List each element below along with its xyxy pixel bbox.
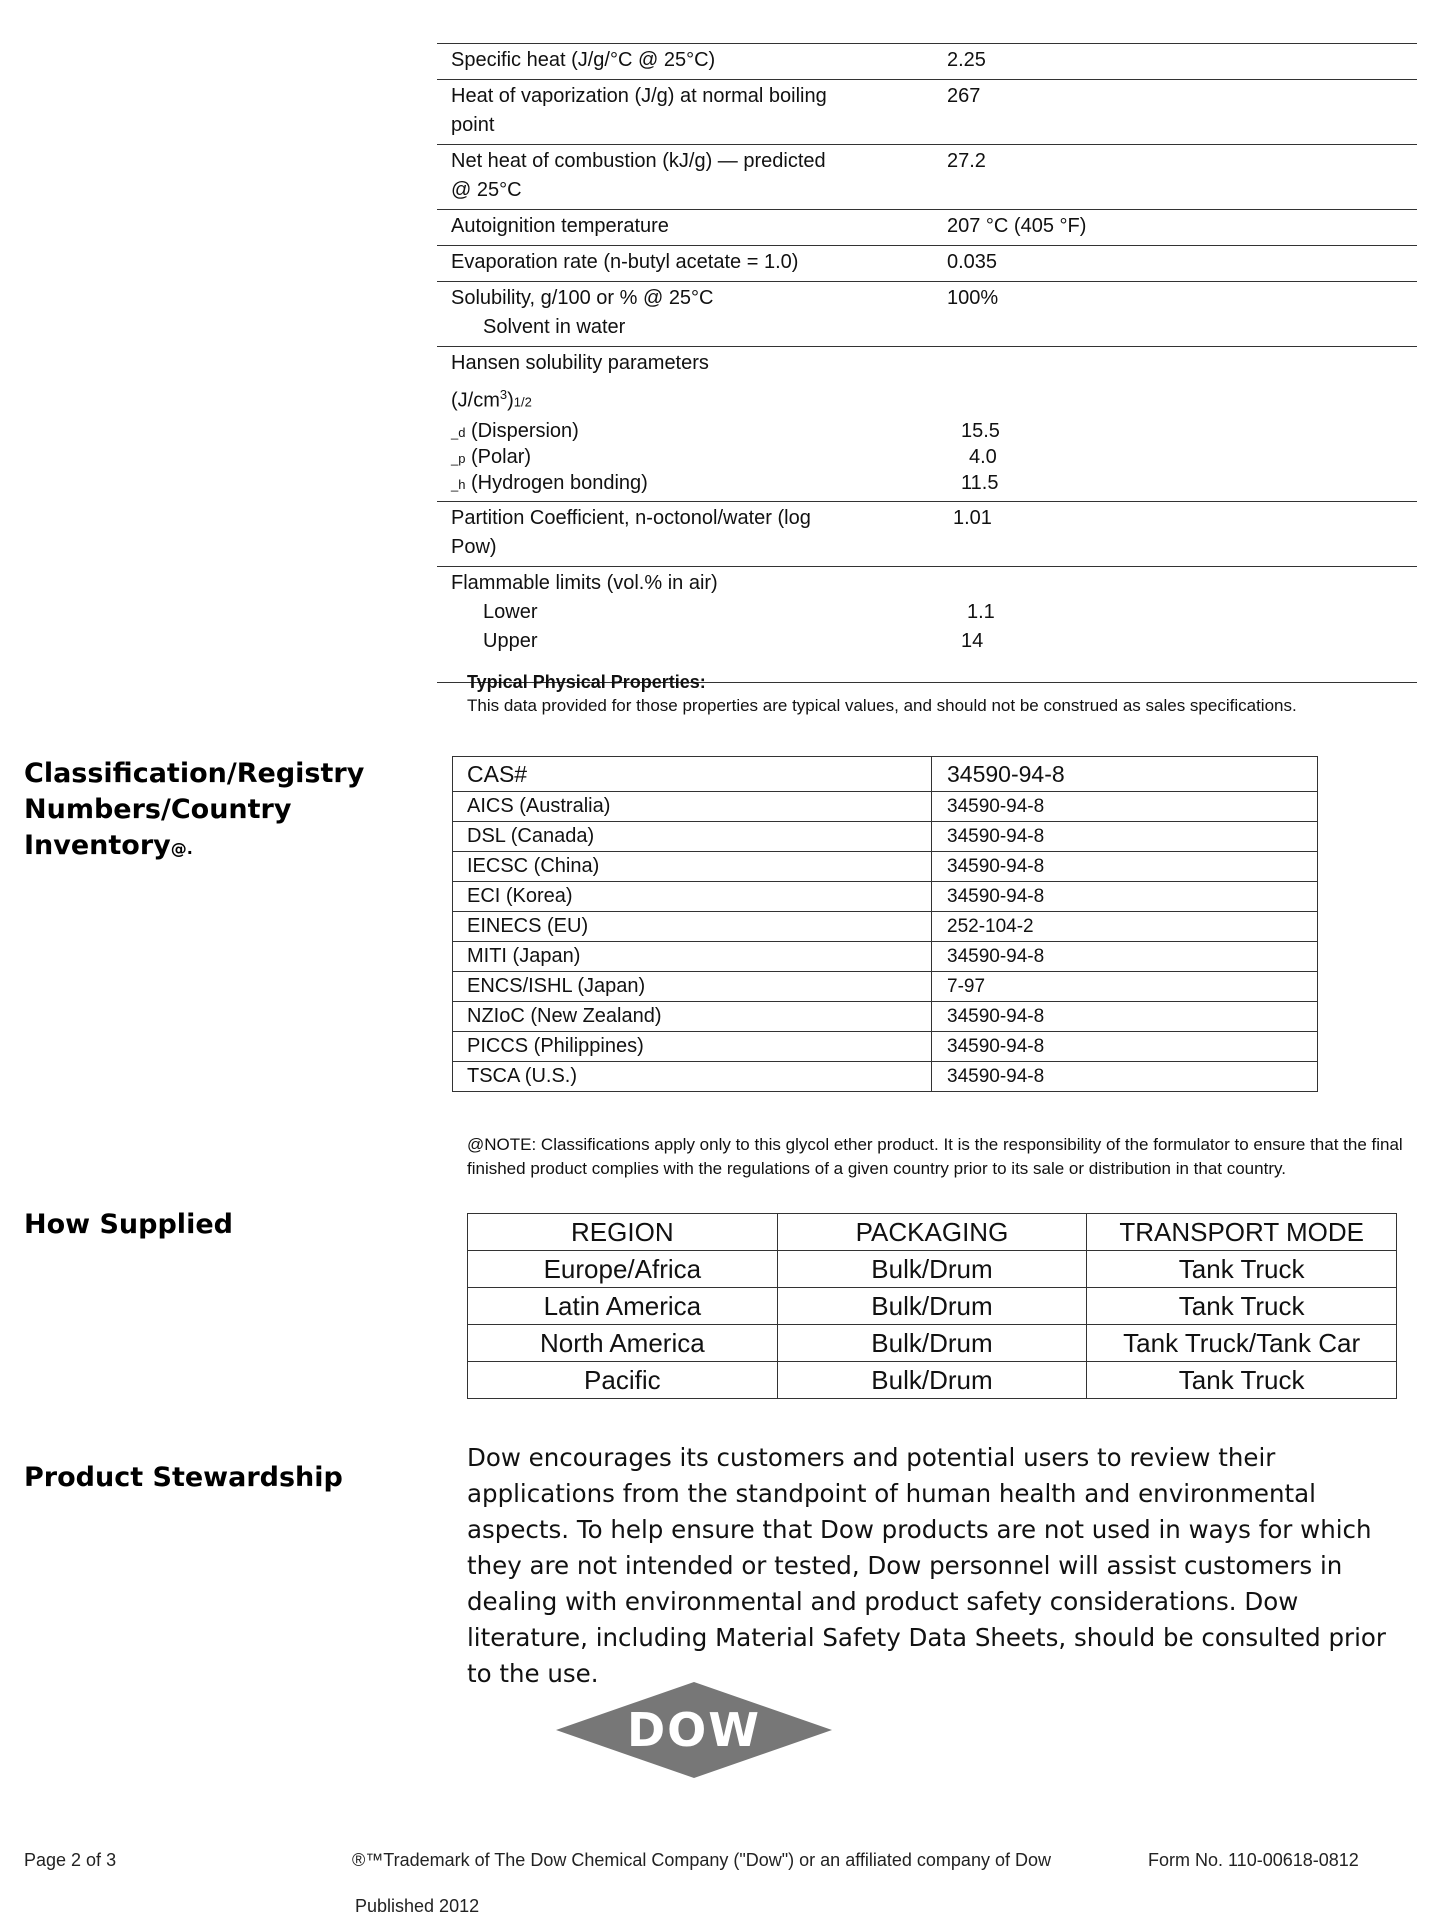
- typical-properties-note: [467, 670, 1367, 718]
- registry-name: PICCS (Philippines): [453, 1032, 932, 1062]
- classification-line3-wrap: [24, 828, 364, 867]
- hansen-value: 11.5: [961, 471, 999, 494]
- classification-line3: Inventory: [24, 830, 171, 861]
- prop-value: 267: [947, 85, 981, 107]
- registry-name: DSL (Canada): [453, 822, 932, 852]
- flammable-upper-label: Upper: [483, 629, 538, 652]
- prop-value: 0.035: [947, 251, 998, 273]
- flammable-lower: [451, 598, 1417, 627]
- registry-row: [453, 792, 1318, 822]
- prop-value: 100%: [947, 287, 999, 309]
- prop-label: Evaporation rate (n-butyl acetate = 1.0): [451, 251, 799, 273]
- hansen-label: (Dispersion): [465, 419, 579, 442]
- supply-transport-mode: Tank Truck: [1087, 1251, 1397, 1288]
- classification-mark: @.: [170, 839, 193, 858]
- registry-number: 34590-94-8: [932, 1032, 1318, 1062]
- classification-line1: Classification/Registry: [24, 758, 365, 789]
- prop-label: Hansen solubility parameters: [451, 352, 709, 374]
- supply-transport-mode: Tank Truck: [1087, 1288, 1397, 1325]
- prop-value: 2.25: [947, 49, 986, 71]
- supply-row: [468, 1362, 1397, 1399]
- registry-number: 34590-94-8: [932, 942, 1318, 972]
- supply-packaging: Bulk/Drum: [777, 1251, 1087, 1288]
- prop-row-net-heat-combustion: [437, 144, 1417, 209]
- registry-number: 7-97: [932, 972, 1318, 1002]
- product-stewardship-heading: Product Stewardship: [24, 1462, 343, 1493]
- supply-transport-mode: Tank Truck: [1087, 1362, 1397, 1399]
- hansen-item-hydrogen: [451, 471, 1417, 497]
- registry-row: [453, 972, 1318, 1002]
- hansen-prefix: _h: [451, 476, 466, 492]
- registry-number: 34590-94-8: [932, 852, 1318, 882]
- registry-number: 34590-94-8: [932, 822, 1318, 852]
- prop-label: Heat of vaporization (J/g) at normal boiling point: [451, 85, 827, 136]
- supply-packaging: Bulk/Drum: [777, 1325, 1087, 1362]
- supply-packaging: Bulk/Drum: [777, 1288, 1087, 1325]
- registry-row: [453, 852, 1318, 882]
- footer-published: Published 2012: [355, 1896, 480, 1916]
- prop-label: Autoignition temperature: [451, 215, 669, 237]
- prop-value: 27.2: [947, 150, 986, 172]
- footer-page-number: Page 2 of 3: [24, 1850, 117, 1870]
- prop-sub-label: Solvent in water: [483, 316, 626, 338]
- prop-sub-row: [451, 313, 1417, 342]
- footer-trademark: ®™Trademark of The Dow Chemical Company ("Dow") or an affiliated company of Dow: [352, 1850, 1051, 1870]
- prop-row-solubility: [437, 281, 1417, 346]
- supply-region: Pacific: [468, 1362, 778, 1399]
- classification-line2: Numbers/Country: [24, 794, 292, 825]
- supply-row: [468, 1251, 1397, 1288]
- supply-row: [468, 1288, 1397, 1325]
- typical-heading: Typical Physical Properties:: [467, 672, 706, 692]
- registry-name: TSCA (U.S.): [453, 1062, 932, 1092]
- hansen-value: 4.0: [969, 445, 997, 468]
- flammable-upper: [451, 627, 1417, 656]
- prop-row-specific-heat: [437, 43, 1417, 79]
- unit-a: (J/cm: [451, 389, 500, 412]
- classification-heading: [24, 756, 364, 867]
- registry-row: [453, 1032, 1318, 1062]
- logo-registered-mark: ®: [772, 1752, 786, 1768]
- hansen-value: 15.5: [961, 419, 1000, 442]
- prop-row-evaporation: [437, 245, 1417, 281]
- supply-row: [468, 1325, 1397, 1362]
- hansen-label: (Hydrogen bonding): [465, 471, 648, 494]
- registry-table: [452, 756, 1318, 1092]
- prop-row-autoignition: [437, 209, 1417, 245]
- registry-row: [453, 757, 1318, 792]
- typical-body: This data provided for those properties are typical values, and should not be construed as sales specifications.: [467, 696, 1297, 715]
- unit-sup: 3: [499, 387, 508, 402]
- supply-transport-mode: Tank Truck/Tank Car: [1087, 1325, 1397, 1362]
- classification-note: @NOTE: Classifications apply only to this glycol ether product. It is the responsibility of the formulator to ensure that the final finished product complies with the regulations of a given country prior to its sale or distribution in that country.: [467, 1135, 1403, 1178]
- registry-number: 34590-94-8: [932, 882, 1318, 912]
- prop-row-partition: [437, 501, 1417, 566]
- registry-row: [453, 942, 1318, 972]
- prop-label: Net heat of combustion (kJ/g) — predicted @ 25°C: [451, 150, 826, 201]
- registry-number: 34590-94-8: [932, 1062, 1318, 1092]
- registry-name: CAS#: [453, 757, 932, 792]
- hansen-prefix: _d: [451, 424, 466, 440]
- logo-text: DOW: [626, 1703, 762, 1757]
- prop-label: Flammable limits (vol.% in air): [451, 571, 718, 594]
- supply-header-transport: TRANSPORT MODE: [1087, 1214, 1397, 1251]
- hansen-prefix: _p: [451, 450, 466, 466]
- registry-row: [453, 1062, 1318, 1092]
- registry-row: [453, 882, 1318, 912]
- registry-number: 34590-94-8: [932, 1002, 1318, 1032]
- hansen-label: (Polar): [465, 445, 532, 468]
- prop-value: 1.01: [953, 506, 992, 529]
- registry-row: [453, 822, 1318, 852]
- unit-sub: 1/2: [513, 394, 532, 410]
- supply-header-packaging: PACKAGING: [777, 1214, 1087, 1251]
- supply-region: North America: [468, 1325, 778, 1362]
- supply-region: Europe/Africa: [468, 1251, 778, 1288]
- supply-header-row: [468, 1214, 1397, 1251]
- supply-packaging: Bulk/Drum: [777, 1362, 1087, 1399]
- prop-label: Partition Coefficient, n-octonol/water (log Pow): [451, 506, 811, 558]
- registry-name: AICS (Australia): [453, 792, 932, 822]
- how-supplied-heading: How Supplied: [24, 1209, 233, 1240]
- prop-value: 207 °C (405 °F): [947, 215, 1087, 237]
- registry-name: IECSC (China): [453, 852, 932, 882]
- registry-number: 34590-94-8: [932, 757, 1318, 792]
- supply-header-region: REGION: [468, 1214, 778, 1251]
- prop-row-flammable: [437, 566, 1417, 683]
- stewardship-paragraph: Dow encourages its customers and potential users to review their applications from the standpoint of human health and environmental aspects. To help ensure that Dow products are not used in ways for which they are not intended or tested, Dow personnel will assist customers in dealing with environmental and product safety considerations. Dow literature, including Material Safety Data Sheets, should be consulted prior to the use.: [467, 1443, 1386, 1688]
- flammable-lower-label: Lower: [483, 600, 538, 623]
- prop-label: Specific heat (J/g/°C @ 25°C): [451, 49, 716, 71]
- hansen-item-dispersion: [451, 419, 1417, 445]
- hansen-item-polar: [451, 445, 1417, 471]
- flammable-lower-value: 1.1: [967, 600, 995, 623]
- registry-name: MITI (Japan): [453, 942, 932, 972]
- prop-row-hansen: [437, 346, 1417, 501]
- registry-name: NZIoC (New Zealand): [453, 1002, 932, 1032]
- dow-logo: [556, 1682, 832, 1778]
- prop-unit: [451, 378, 1417, 419]
- registry-row: [453, 1002, 1318, 1032]
- prop-label: Solubility, g/100 or % @ 25°C: [451, 287, 714, 309]
- unit-b: ): [507, 389, 514, 412]
- supply-table: [467, 1213, 1397, 1399]
- flammable-upper-value: 14: [961, 629, 984, 652]
- registry-name: ENCS/ISHL (Japan): [453, 972, 932, 1002]
- physical-properties-table: [437, 43, 1417, 683]
- registry-number: 34590-94-8: [932, 792, 1318, 822]
- prop-row-heat-vaporization: [437, 79, 1417, 144]
- supply-region: Latin America: [468, 1288, 778, 1325]
- footer-form-number: Form No. 110-00618-0812: [1148, 1850, 1359, 1870]
- registry-number: 252-104-2: [932, 912, 1318, 942]
- registry-row: [453, 912, 1318, 942]
- registry-name: EINECS (EU): [453, 912, 932, 942]
- registry-name: ECI (Korea): [453, 882, 932, 912]
